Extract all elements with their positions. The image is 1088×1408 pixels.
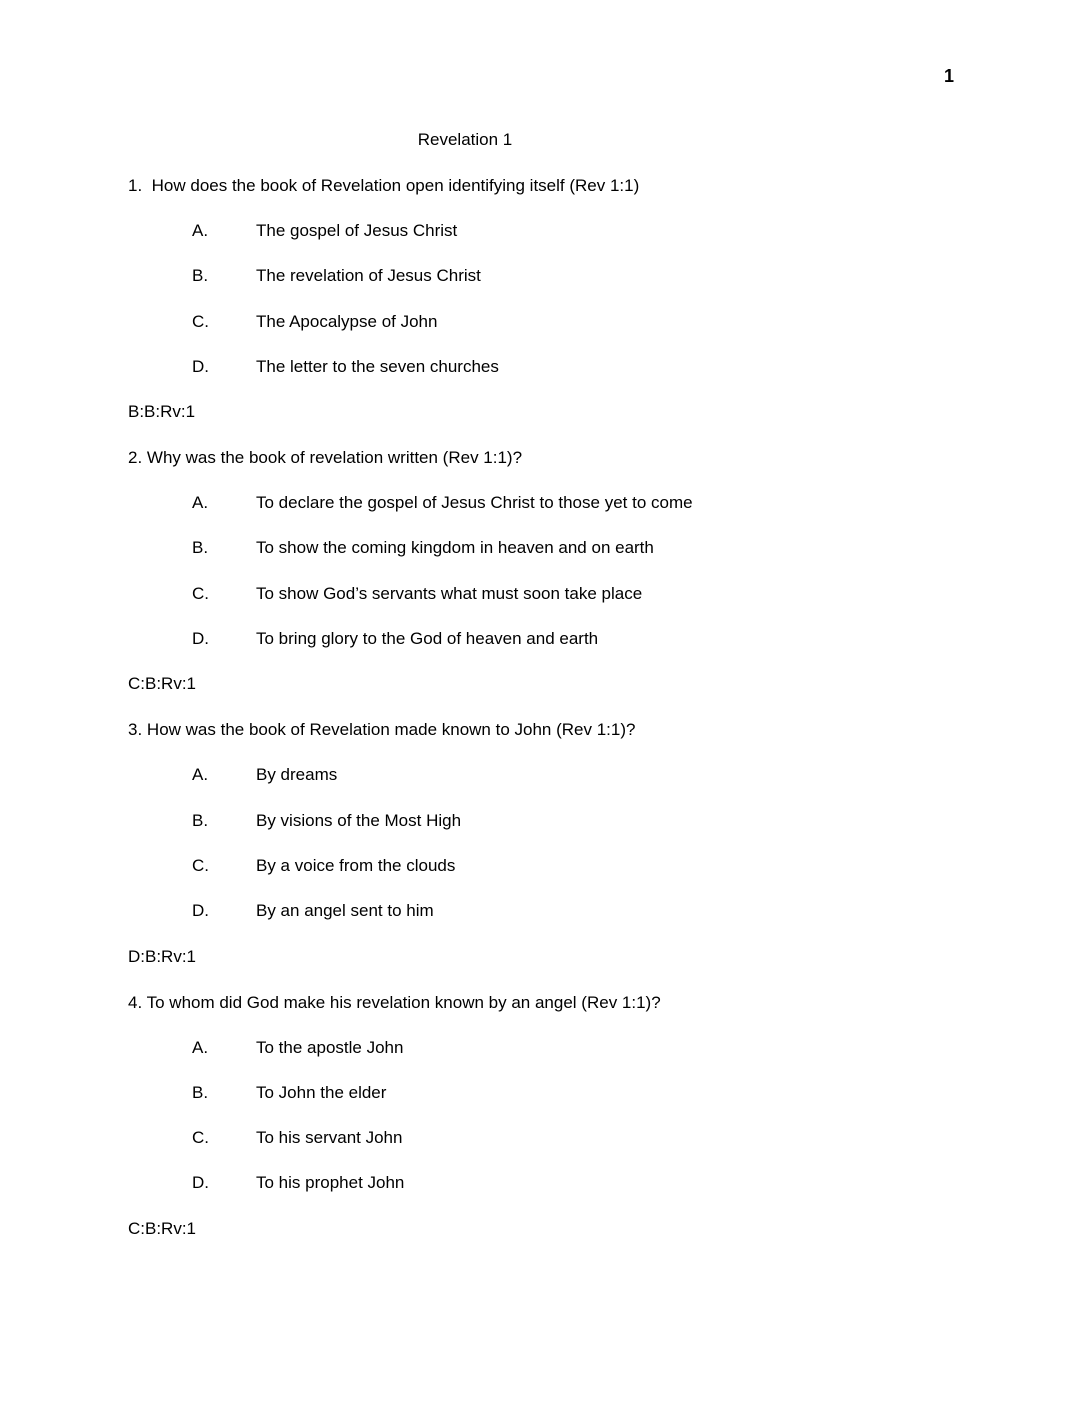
option-d (128, 900, 968, 945)
option-list (128, 1037, 968, 1218)
option-letter: D. (192, 1173, 209, 1193)
option-letter: C. (192, 855, 209, 875)
question-number: 3. (128, 720, 143, 740)
question-prompt: Why was the book of revelation written (Rev 1:1)? (146, 448, 523, 468)
option-a (128, 220, 968, 265)
question-text (128, 719, 968, 764)
option-text: By visions of the Most High (256, 810, 462, 830)
option-letter: D. (192, 356, 209, 376)
option-letter: A. (192, 1037, 209, 1057)
option-b (128, 1082, 968, 1127)
option-text: To the apostle John (256, 1037, 404, 1057)
answer-key: B:B:Rv:1 (128, 402, 196, 422)
option-text: By dreams (256, 765, 338, 785)
option-c (128, 583, 968, 628)
option-text: The letter to the seven churches (256, 356, 499, 376)
option-b (128, 537, 968, 582)
option-text: To his servant John (256, 1128, 403, 1148)
option-a (128, 764, 968, 809)
option-d (128, 1172, 968, 1217)
answer-key: D:B:Rv:1 (128, 946, 197, 966)
question-text (128, 175, 968, 220)
question-text (128, 992, 968, 1037)
answer-key: C:B:Rv:1 (128, 674, 197, 694)
option-letter: B. (192, 810, 209, 830)
option-b (128, 265, 968, 310)
option-letter: C. (192, 583, 209, 603)
question-number: 4. (128, 992, 143, 1012)
option-text: By a voice from the clouds (256, 855, 456, 875)
question-list (128, 175, 968, 1264)
option-c (128, 1127, 968, 1172)
option-text: The gospel of Jesus Christ (256, 221, 458, 240)
option-letter: B. (192, 538, 209, 558)
question-prompt: How does the book of Revelation open identifying itself (Rev 1:1) (151, 176, 640, 195)
option-c (128, 311, 968, 356)
option-list (128, 492, 968, 673)
option-a (128, 492, 968, 537)
option-text: To his prophet John (256, 1173, 405, 1193)
question-prompt: To whom did God make his revelation known by an angel (Rev 1:1)? (146, 992, 661, 1012)
option-a (128, 1037, 968, 1082)
option-list (128, 220, 968, 401)
question-1 (128, 175, 968, 447)
page-number: 1 (944, 66, 955, 86)
option-letter: A. (192, 493, 209, 513)
option-text: To show the coming kingdom in heaven and on earth (256, 538, 654, 558)
option-text: The revelation of Jesus Christ (256, 266, 481, 286)
option-text: To declare the gospel of Jesus Christ to those yet to come (256, 493, 693, 513)
question-prompt: How was the book of Revelation made known to John (Rev 1:1)? (146, 720, 636, 740)
option-text: To show God’s servants what must soon take place (256, 583, 643, 603)
option-d (128, 356, 968, 401)
question-number: 2. (128, 448, 143, 468)
option-letter: D. (192, 901, 209, 921)
option-letter: C. (192, 311, 209, 331)
option-text: The Apocalypse of John (256, 311, 438, 331)
option-letter: A. (192, 221, 209, 240)
option-b (128, 810, 968, 855)
question-3 (128, 719, 968, 991)
option-text: By an angel sent to him (256, 901, 434, 921)
option-letter: A. (192, 765, 209, 785)
option-letter: B. (192, 266, 209, 286)
option-letter: B. (192, 1082, 209, 1102)
option-c (128, 855, 968, 900)
option-d (128, 628, 968, 673)
question-2 (128, 447, 968, 719)
option-text: To John the elder (256, 1082, 387, 1102)
question-number: 1. (128, 176, 143, 195)
question-text (128, 447, 968, 492)
question-4 (128, 992, 968, 1264)
option-letter: D. (192, 629, 209, 649)
document-title: Revelation 1 (417, 130, 513, 149)
option-text: To bring glory to the God of heaven and earth (256, 629, 599, 649)
option-letter: C. (192, 1128, 209, 1148)
answer-key: C:B:Rv:1 (128, 1218, 197, 1238)
option-list (128, 764, 968, 945)
